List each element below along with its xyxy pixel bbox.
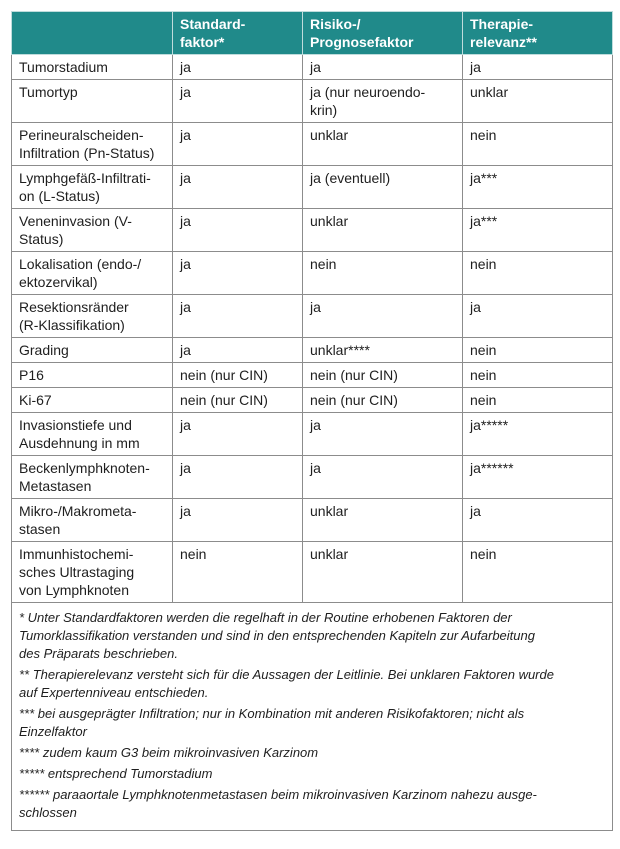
standard-factor-cell: ja (173, 252, 303, 295)
table-row (12, 413, 613, 456)
therapy-relevance-cell: ja (463, 55, 613, 80)
risk-factor-cell: ja (eventuell) (303, 166, 463, 209)
standard-factor-cell: ja (173, 80, 303, 123)
risk-factor-cell: nein (nur CIN) (303, 363, 463, 388)
therapy-relevance-cell: ja*** (463, 166, 613, 209)
standard-factor-cell: nein (173, 542, 303, 603)
therapy-relevance-cell: unklar (463, 80, 613, 123)
factor-cell: Resektionsränder (R-Klassifikation) (12, 295, 173, 338)
footnote: ****** paraaortale Lymphknotenmetastasen beim mikroinvasiven Karzinom nahezu ausge- schlossen (19, 787, 537, 820)
standard-factor-cell: ja (173, 499, 303, 542)
table-row (12, 209, 613, 252)
factor-table (11, 11, 613, 831)
factor-cell: P16 (12, 363, 173, 388)
therapy-relevance-cell: nein (463, 252, 613, 295)
therapy-relevance-cell: ja*** (463, 209, 613, 252)
standard-factor-cell: ja (173, 166, 303, 209)
risk-factor-cell: unklar (303, 209, 463, 252)
header-empty-cell (12, 12, 173, 55)
table-row (12, 499, 613, 542)
risk-factor-cell: ja (nur neuroendo- krin) (303, 80, 463, 123)
therapy-relevance-cell: nein (463, 363, 613, 388)
header-standard-factor: Standard- faktor* (173, 12, 303, 55)
factor-cell: Mikro-/Makrometa- stasen (12, 499, 173, 542)
table-row (12, 388, 613, 413)
risk-factor-cell: nein (nur CIN) (303, 388, 463, 413)
table-body (12, 55, 613, 603)
standard-factor-cell: ja (173, 413, 303, 456)
therapy-relevance-cell: ja****** (463, 456, 613, 499)
footnote: *** bei ausgeprägter Infiltration; nur in Kombination mit anderen Risikofaktoren; nicht als Einzelfaktor (19, 706, 525, 739)
therapy-relevance-cell: nein (463, 338, 613, 363)
footnote: ** Therapierelevanz versteht sich für die Aussagen der Leitlinie. Bei unklaren Faktoren wurde auf Expertenniveau entschieden. (19, 667, 554, 700)
table-row (12, 166, 613, 209)
risk-factor-cell: unklar (303, 123, 463, 166)
standard-factor-cell: ja (173, 55, 303, 80)
factor-cell: Lokalisation (endo-/ ektozervikal) (12, 252, 173, 295)
standard-factor-cell: ja (173, 209, 303, 252)
header-therapy-relevance: Therapie- relevanz** (463, 12, 613, 55)
table-header (12, 12, 613, 55)
factor-cell: Invasionstiefe und Ausdehnung in mm (12, 413, 173, 456)
table-row (12, 252, 613, 295)
table-footer (12, 603, 613, 831)
footnotes (12, 603, 613, 831)
factor-cell: Grading (12, 338, 173, 363)
standard-factor-cell: ja (173, 295, 303, 338)
standard-factor-cell: nein (nur CIN) (173, 363, 303, 388)
therapy-relevance-cell: ja (463, 295, 613, 338)
therapy-relevance-cell: nein (463, 123, 613, 166)
factor-cell: Beckenlymphknoten- Metastasen (12, 456, 173, 499)
standard-factor-cell: ja (173, 123, 303, 166)
factor-cell: Ki-67 (12, 388, 173, 413)
factor-cell: Perineuralscheiden- Infiltration (Pn-Status) (12, 123, 173, 166)
risk-factor-cell: ja (303, 413, 463, 456)
header-row (12, 12, 613, 55)
table-row (12, 123, 613, 166)
risk-factor-cell: ja (303, 295, 463, 338)
factor-cell: Lymphgefäß-Infiltrati- on (L-Status) (12, 166, 173, 209)
therapy-relevance-cell: ja***** (463, 413, 613, 456)
standard-factor-cell: ja (173, 456, 303, 499)
table-row (12, 456, 613, 499)
table-row (12, 80, 613, 123)
risk-factor-cell: unklar (303, 542, 463, 603)
table-row (12, 338, 613, 363)
standard-factor-cell: ja (173, 338, 303, 363)
therapy-relevance-cell: nein (463, 388, 613, 413)
therapy-relevance-cell: ja (463, 499, 613, 542)
risk-factor-cell: nein (303, 252, 463, 295)
header-risk-prognosis-factor: Risiko-/ Prognosefaktor (303, 12, 463, 55)
table-row (12, 363, 613, 388)
factor-cell: Tumorstadium (12, 55, 173, 80)
standard-factor-cell: nein (nur CIN) (173, 388, 303, 413)
therapy-relevance-cell: nein (463, 542, 613, 603)
risk-factor-cell: ja (303, 456, 463, 499)
footnote: **** zudem kaum G3 beim mikroinvasiven Karzinom (19, 745, 319, 760)
footnote: * Unter Standardfaktoren werden die regelhaft in der Routine erhobenen Faktoren der Tumorklassifikation verstanden und sind in den entsprechenden Kapiteln zur Aufarbeitung des Präparats beschrieben. (19, 610, 535, 661)
table-row (12, 295, 613, 338)
factor-cell: Tumortyp (12, 80, 173, 123)
table-row (12, 55, 613, 80)
footnote: ***** entsprechend Tumorstadium (19, 766, 213, 781)
footnotes-row (12, 603, 613, 831)
risk-factor-cell: unklar (303, 499, 463, 542)
table-row (12, 542, 613, 603)
factor-cell: Veneninvasion (V- Status) (12, 209, 173, 252)
risk-factor-cell: unklar**** (303, 338, 463, 363)
risk-factor-cell: ja (303, 55, 463, 80)
factor-cell: Immunhistochemi- sches Ultrastaging von Lymphknoten (12, 542, 173, 603)
